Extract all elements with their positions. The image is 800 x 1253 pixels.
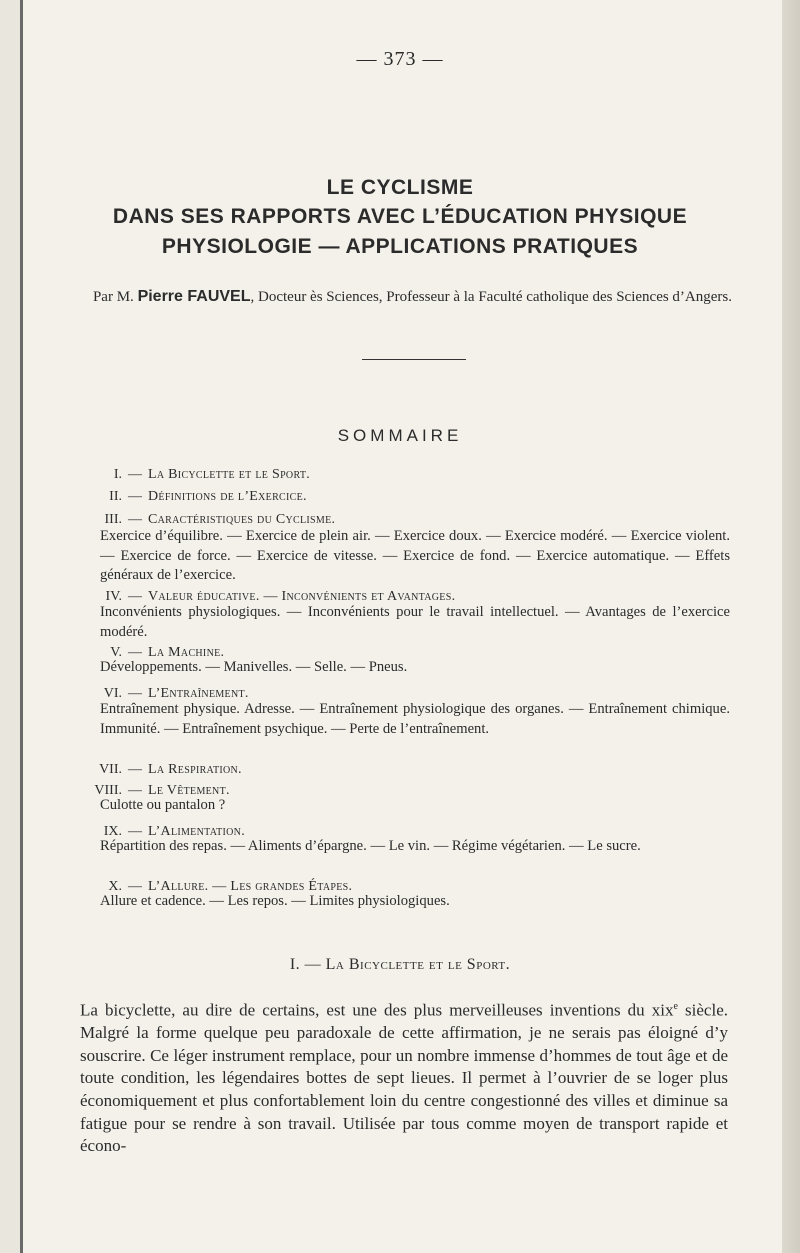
title-line-3: PHYSIOLOGIE — APPLICATIONS PRATIQUES [161,235,639,258]
toc-subentries: Exercice d’équilibre. — Exercice de plein air. — Exercice doux. — Exercice modéré. — Exercice violent. — Exercice de force. — Exercice de vitesse. — Exercice de fond. — Exercice automatique. — Effets généraux de l’exercice. [100,528,730,583]
toc-dash: — [128,686,142,701]
separator-rule [362,359,466,360]
toc-dash: — [128,489,142,504]
toc-heading: Caractéristiques du Cyclisme. [148,512,336,527]
toc-heading: Valeur éducative. — Inconvénients et Avantages. [148,589,456,604]
toc-dash: — [128,467,142,482]
toc-subentries: Développements. — Manivelles. — Selle. — Pneus. [100,659,408,675]
toc-dash: — [128,824,142,839]
toc-number: VIII. [94,783,122,798]
toc-number: VI. [103,686,122,701]
toc-subentries: Entraînement physique. Adresse. — Entraînement physiologique des organes. — Entraînement chimique. Immunité. — Entraînement psychique. — Perte de l’entraînement. [100,701,730,737]
toc-dash: — [128,645,142,660]
toc-heading: La Respiration. [148,762,242,777]
sommaire-title: SOMMAIRE [337,426,463,445]
toc-number: X. [108,879,122,894]
toc-heading: La Machine. [148,645,225,660]
toc-number: IX. [103,824,122,839]
toc-dash: — [128,589,142,604]
toc-heading: La Bicyclette et le Sport. [148,467,311,482]
toc-number: V. [110,645,122,660]
body-superscript: e [673,1001,678,1012]
toc-number: I. [113,467,122,482]
toc-dash: — [128,512,142,527]
body-text-start: La bicyclette, au dire de certains, est une des plus merveilleuses inventions du xix [80,1000,674,1020]
section-heading: I. — La Bicyclette et le Sport. [289,956,511,973]
toc-heading: L’Allure. — Les grandes Étapes. [148,879,353,894]
page-number: — 373 — [356,48,444,70]
author-name: Pierre FAUVEL [137,288,251,305]
toc-number: II. [109,489,122,504]
toc-subentries: Allure et cadence. — Les repos. — Limites physiologiques. [100,893,450,909]
toc-number: VII. [99,762,122,777]
toc-subentries: Inconvénients physiologiques. — Inconvénients pour le travail intellectuel. — Avantages de l’exercice modéré. [100,604,730,640]
author-line [85,287,740,307]
toc-subentries: Culotte ou pantalon ? [100,797,226,813]
toc-subentries: Répartition des repas. — Aliments d’épargne. — Le vin. — Régime végétarien. — Le sucre. [100,838,641,854]
toc-heading: Le Vêtement. [148,783,230,798]
title-line-2: DANS SES RAPPORTS AVEC L’ÉDUCATION PHYSIQUE [112,205,688,228]
toc-heading: L’Entraînement. [148,686,249,701]
title-line-1: LE CYCLISME [326,176,474,199]
toc-number: IV. [105,589,122,604]
toc-heading: L’Alimentation. [148,824,246,839]
author-affiliation: , Docteur ès Sciences, Professeur à la Faculté catholique des Sciences d’Angers. [250,289,733,305]
toc-dash: — [128,879,142,894]
toc-dash: — [128,783,142,798]
author-prefix: Par M. [92,289,134,305]
toc-number: III. [104,512,122,527]
toc-heading: Définitions de l’Exercice. [148,489,307,504]
body-paragraph [80,996,728,1158]
body-text-rest: siècle. Malgré la forme quelque peu paradoxale de cette affirmation, je ne serais pas éloigné d’y souscrire. Ce léger instrument remplace, pour un nombre immense d’hommes de tout âge et de toute condition, les légendaires bottes de sept lieues. Il permet à l’ouvrier de se loger plus économiquement et plus confortablement loin du centre congestionné des villes et diminue sa fatigue pour se rendre à son travail. Utilisée par tous comme moyen de transport rapide et écono- [80,1000,728,1156]
toc-dash: — [128,762,142,777]
